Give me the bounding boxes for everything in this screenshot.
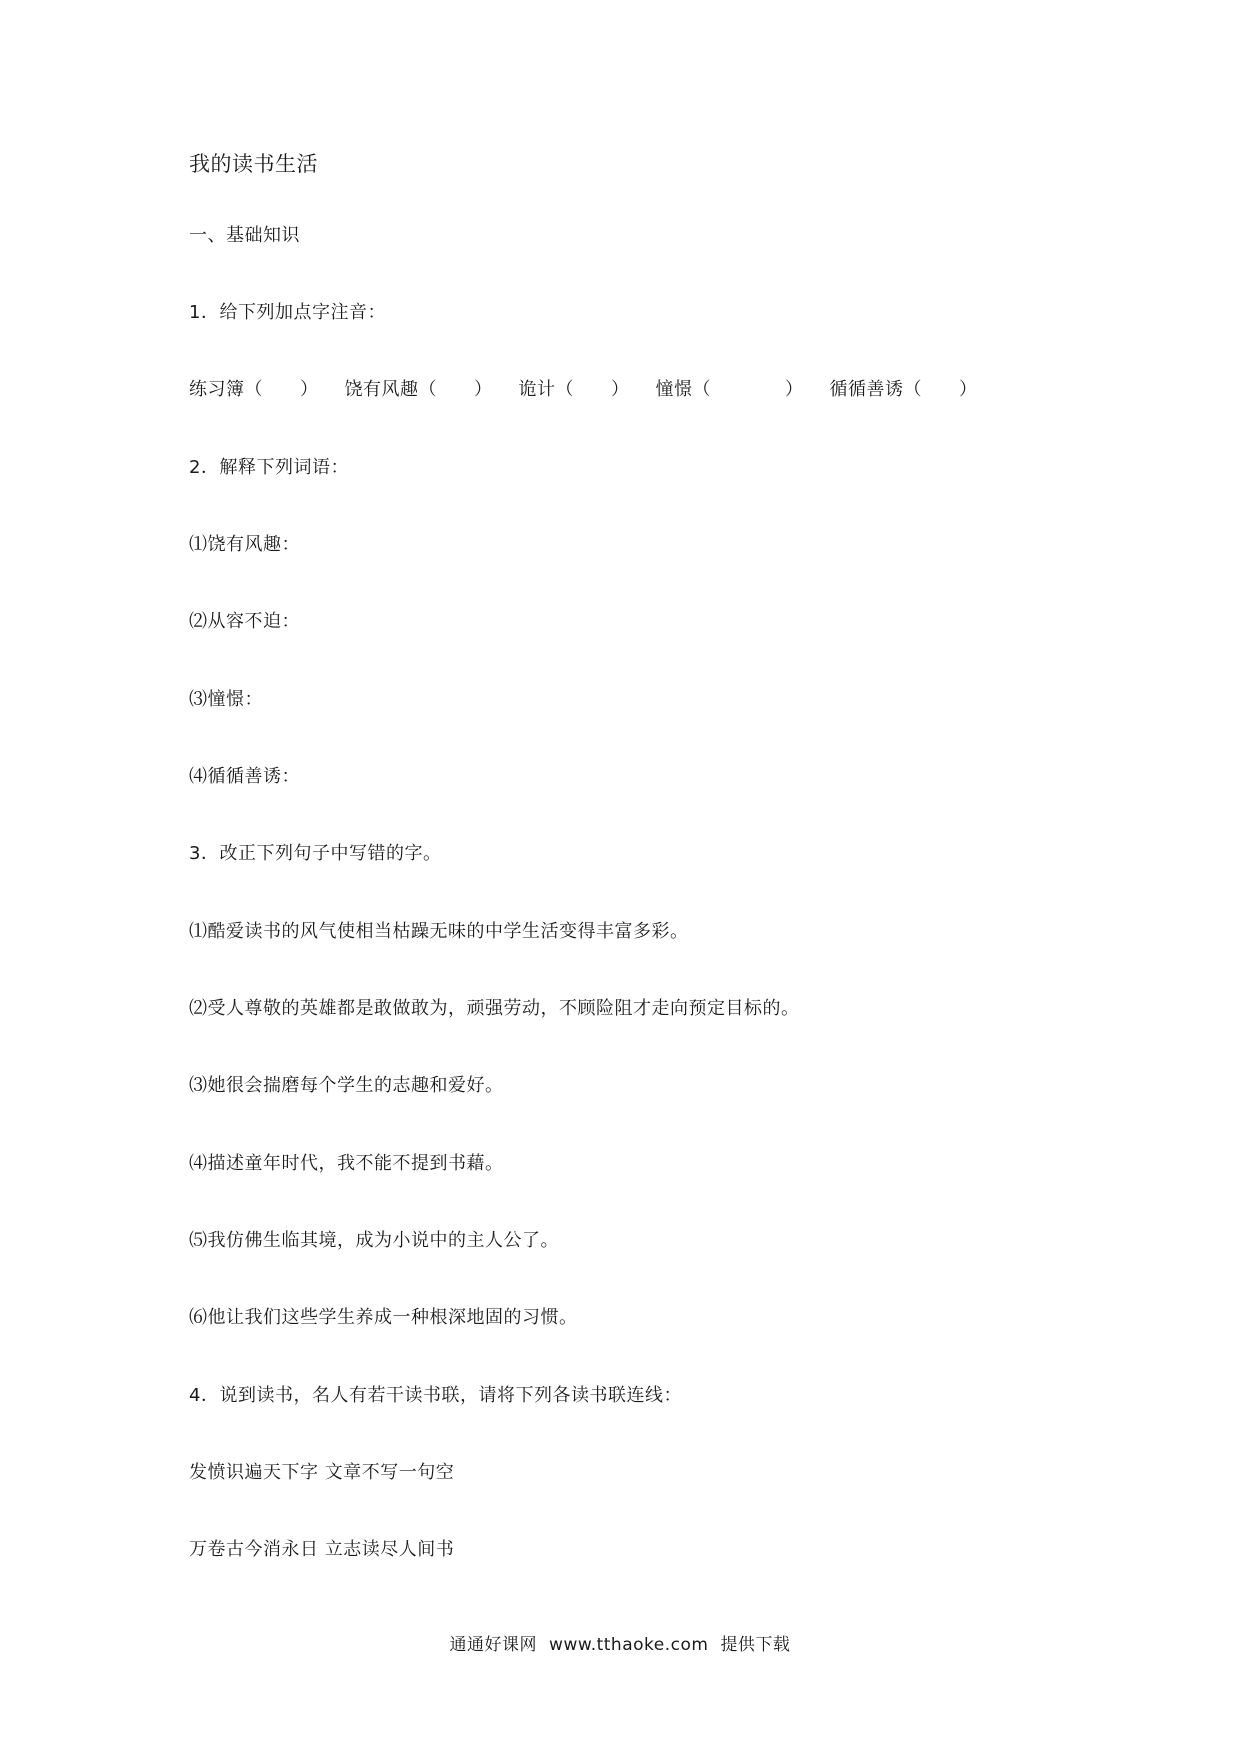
pinyin-item: 饶有风趣（ ） bbox=[344, 379, 493, 400]
couplet-pair: 发愤识遍天下字 文章不写一句空 bbox=[189, 1462, 455, 1483]
pinyin-item: 练习簿（ ） bbox=[189, 379, 319, 400]
footer-url[interactable]: www.tthaoke.com bbox=[549, 1635, 709, 1655]
question-4-label: 4．说到读书，名人有若干读书联，请将下列各读书联连线： bbox=[189, 1385, 682, 1406]
couplet-pair: 万卷古今消永日 立志读尽人间书 bbox=[189, 1539, 455, 1560]
question-2-label: 2．解释下列词语： bbox=[189, 457, 349, 478]
pinyin-item: 诡计（ ） bbox=[518, 379, 630, 400]
section-heading-basics: 一、基础知识 bbox=[189, 225, 300, 246]
question-1-items bbox=[189, 378, 978, 402]
correction-sentence: ⑹他让我们这些学生养成一种根深地固的习惯。 bbox=[189, 1307, 578, 1328]
footer-suffix: 提供下载 bbox=[720, 1635, 791, 1655]
correction-sentence: ⑷描述童年时代，我不能不提到书藉。 bbox=[189, 1153, 504, 1174]
page-footer bbox=[0, 1633, 1240, 1657]
definition-item: ⑵从容不迫： bbox=[189, 611, 300, 632]
footer-site-name: 通通好课网 bbox=[449, 1635, 538, 1655]
pinyin-item: 循循善诱（ ） bbox=[829, 379, 978, 400]
correction-sentence: ⑵受人尊敬的英雄都是敢做敢为，顽强劳动，不顾险阻才走向预定目标的。 bbox=[189, 998, 800, 1019]
page-title: 我的读书生活 bbox=[189, 152, 318, 176]
definition-item: ⑴饶有风趣： bbox=[189, 534, 300, 555]
correction-sentence: ⑶她很会揣磨每个学生的志趣和爱好。 bbox=[189, 1075, 504, 1096]
correction-sentence: ⑸我仿佛生临其境，成为小说中的主人公了。 bbox=[189, 1230, 559, 1251]
pinyin-item: 憧憬（ ） bbox=[655, 379, 804, 400]
question-1-label: 1．给下列加点字注音： bbox=[189, 302, 386, 323]
definition-item: ⑷循循善诱： bbox=[189, 766, 300, 787]
definition-item: ⑶憧憬： bbox=[189, 689, 263, 710]
correction-sentence: ⑴酷爱读书的风气使相当枯躁无味的中学生活变得丰富多彩。 bbox=[189, 921, 689, 942]
question-3-label: 3．改正下列句子中写错的字。 bbox=[189, 843, 442, 864]
